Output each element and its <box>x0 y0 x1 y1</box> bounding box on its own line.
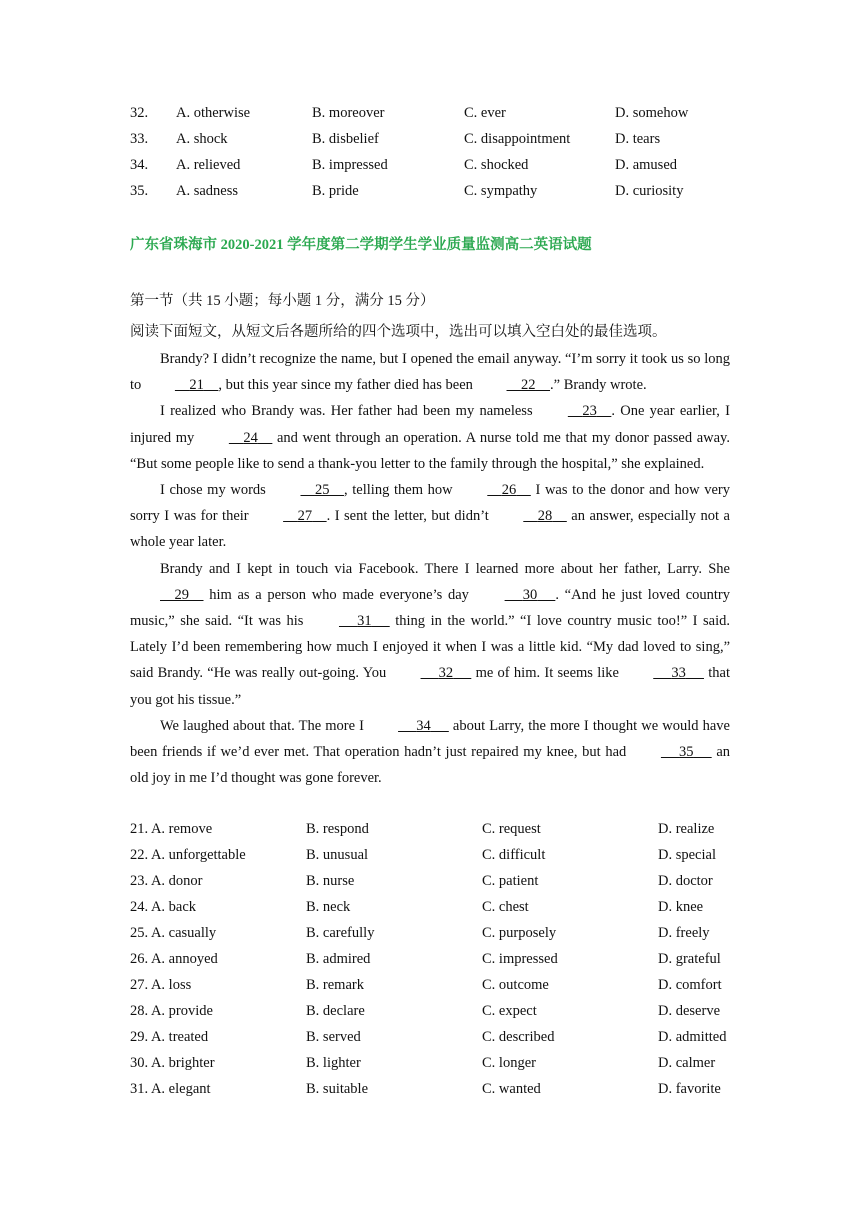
option-d: D. freely <box>658 925 710 941</box>
option-d: D. admitted <box>658 1029 727 1045</box>
option-a: A. relieved <box>176 157 241 173</box>
question-number: 33. <box>130 131 149 147</box>
option-b: B. carefully <box>306 925 375 941</box>
blank-21: 21 <box>189 377 204 394</box>
option-d: D. amused <box>615 157 678 173</box>
blank-35: 35 <box>679 744 694 761</box>
option-a: 27. A. loss <box>130 977 192 993</box>
passage-paragraph-1: Brandy? I didn’t recognize the name, but I opened the email anyway. “I’m sorry it took us so long to 21 , but this year since my father died has been 22 .” Brandy wrote. <box>130 346 730 398</box>
option-d: D. special <box>658 847 716 863</box>
option-a: 21. A. remove <box>130 821 213 837</box>
option-c: C. outcome <box>482 977 549 993</box>
option-row-21 <box>0 818 860 840</box>
option-d: D. tears <box>615 131 661 147</box>
option-a: 22. A. unforgettable <box>130 847 246 863</box>
option-c: C. wanted <box>482 1081 541 1097</box>
option-a: 28. A. provide <box>130 1003 213 1019</box>
option-a: 23. A. donor <box>130 873 203 889</box>
option-c: C. longer <box>482 1055 536 1071</box>
option-row-28 <box>0 1000 860 1022</box>
option-a: A. otherwise <box>176 105 251 121</box>
blank-22: 22 <box>521 377 536 394</box>
option-a: 29. A. treated <box>130 1029 209 1045</box>
option-b: B. unusual <box>306 847 369 863</box>
option-a: 25. A. casually <box>130 925 217 941</box>
option-d: D. curiosity <box>615 183 684 199</box>
option-d: D. realize <box>658 821 715 837</box>
option-c: C. shocked <box>464 157 529 173</box>
option-a: A. shock <box>176 131 228 147</box>
option-d: D. grateful <box>658 951 721 967</box>
option-c: C. sympathy <box>464 183 538 199</box>
option-a: A. sadness <box>176 183 239 199</box>
prev-option-row-32 <box>0 102 860 124</box>
option-b: B. remark <box>306 977 364 993</box>
option-b: B. pride <box>312 183 359 199</box>
option-b: B. respond <box>306 821 369 837</box>
option-row-23 <box>0 870 860 892</box>
blank-24: 24 <box>243 429 258 446</box>
option-row-31 <box>0 1078 860 1100</box>
blank-26: 26 <box>501 482 517 499</box>
blank-27: 27 <box>297 508 313 525</box>
prev-option-row-33 <box>0 128 860 150</box>
passage-paragraph-2: I realized who Brandy was. Her father had been my nameless 23 . One year earlier, I injured my 24 and went through an operation. A nurse told me that my donor passed away. “But some people like to send a thank-you letter to the family through the hospital,” she explained. <box>130 398 730 477</box>
option-d: D. somehow <box>615 105 689 121</box>
passage-paragraph-3: I chose my words 25 , telling them how 26 I was to the donor and how very sorry I was for their 27 . I sent the letter, but didn’t 28 an answer, especially not a whole year later. <box>130 477 730 556</box>
blank-32: 32 <box>438 665 454 682</box>
option-a: 24. A. back <box>130 899 197 915</box>
blank-28: 28 <box>537 508 553 525</box>
option-row-30 <box>0 1052 860 1074</box>
blank-23: 23 <box>582 403 597 420</box>
option-row-25 <box>0 922 860 944</box>
section-heading: 第一节（共 15 小题；每小题 1 分，满分 15 分） <box>130 293 435 309</box>
option-d: D. deserve <box>658 1003 721 1019</box>
option-c: C. described <box>482 1029 555 1045</box>
prev-option-row-35 <box>0 180 860 202</box>
option-c: C. disappointment <box>464 131 571 147</box>
option-c: C. patient <box>482 873 539 889</box>
prev-option-row-34 <box>0 154 860 176</box>
reading-passage <box>130 346 730 791</box>
option-a: 30. A. brighter <box>130 1055 215 1071</box>
option-row-22 <box>0 844 860 866</box>
question-number: 34. <box>130 157 149 173</box>
question-number: 32. <box>130 105 149 121</box>
option-c: C. ever <box>464 105 506 121</box>
section-title: 广东省珠海市 2020-2021 学年度第二学期学生学业质量监测高二英语试题 <box>130 237 592 253</box>
option-b: B. impressed <box>312 157 388 173</box>
blank-25: 25 <box>314 482 330 499</box>
option-b: B. lighter <box>306 1055 361 1071</box>
option-b: B. declare <box>306 1003 365 1019</box>
option-b: B. suitable <box>306 1081 369 1097</box>
option-row-27 <box>0 974 860 996</box>
option-a: 31. A. elegant <box>130 1081 211 1097</box>
option-d: D. comfort <box>658 977 722 993</box>
option-b: B. served <box>306 1029 361 1045</box>
passage-paragraph-5: We laughed about that. The more I 34 about Larry, the more I thought we would have been friends if we’d ever met. That operation hadn’t just repaired my knee, but had 35 an old joy in me I’d thought was gone forever. <box>130 713 730 792</box>
option-c: C. chest <box>482 899 529 915</box>
option-d: D. favorite <box>658 1081 721 1097</box>
blank-33: 33 <box>671 665 686 682</box>
passage-paragraph-4: Brandy and I kept in touch via Facebook. There I learned more about her father, Larry. She 29 him as a person who made everyone’s day 30 . “And he just loved country music,” she said. “It was his 31 thing in the world.” “I love country music too!” I said. Lately I’d been remembering how much I enjoyed it when I was a little kid. “My dad loved to sing,” said Brandy. “He was really out-going. You 32 me of him. It seems like 33 that you got his tissue.” <box>130 560 731 708</box>
option-row-29 <box>0 1026 860 1048</box>
option-c: C. impressed <box>482 951 558 967</box>
question-number: 35. <box>130 183 149 199</box>
blank-30: 30 <box>522 586 538 603</box>
option-a: 26. A. annoyed <box>130 951 218 967</box>
option-b: B. moreover <box>312 105 385 121</box>
blank-29: 29 <box>174 586 189 603</box>
blank-34: 34 <box>416 717 431 734</box>
option-b: B. neck <box>306 899 351 915</box>
option-d: D. doctor <box>658 873 713 889</box>
option-b: B. nurse <box>306 873 355 889</box>
option-b: B. disbelief <box>312 131 379 147</box>
blank-31: 31 <box>357 613 372 630</box>
option-c: C. expect <box>482 1003 537 1019</box>
option-c: C. purposely <box>482 925 557 941</box>
option-b: B. admired <box>306 951 371 967</box>
option-c: C. difficult <box>482 847 546 863</box>
option-row-26 <box>0 948 860 970</box>
option-d: D. knee <box>658 899 704 915</box>
instruction-text: 阅读下面短文，从短文后各题所给的四个选项中，选出可以填入空白处的最佳选项。 <box>130 324 667 340</box>
option-d: D. calmer <box>658 1055 716 1071</box>
option-row-24 <box>0 896 860 918</box>
option-c: C. request <box>482 821 541 837</box>
